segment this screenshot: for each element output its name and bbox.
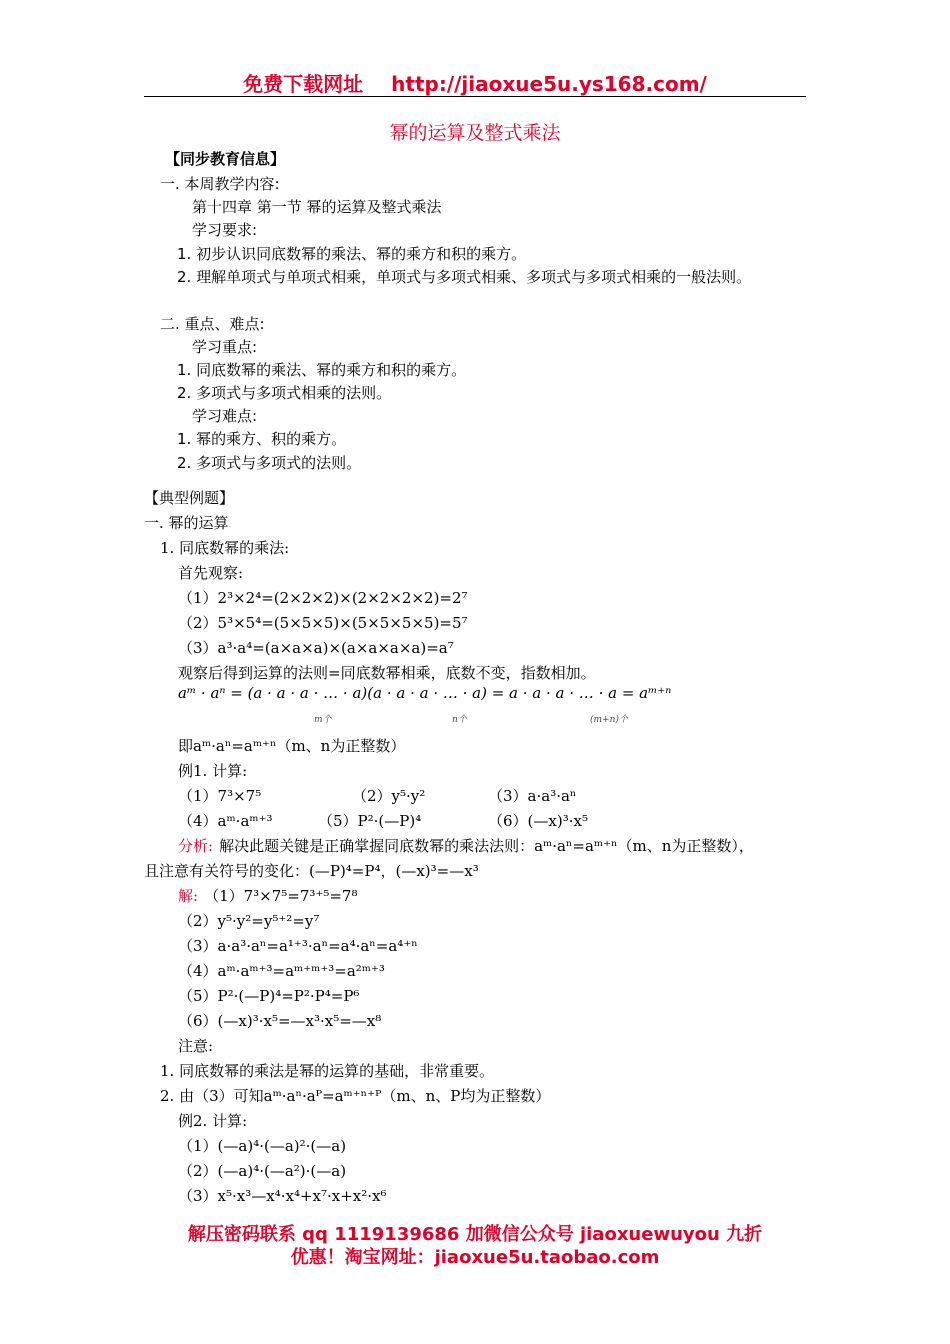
observe-line-1: （1）2³×2⁴=(2×2×2)×(2×2×2×2)=2⁷ [178, 589, 468, 607]
solution-line-1 [178, 885, 357, 906]
brace-label-n: n个 [452, 715, 467, 725]
example-1-item-4: （4）aᵐ·aᵐ⁺³ [178, 812, 273, 830]
chapter-line: 第十四章 第一节 幂的运算及整式乘法 [192, 198, 442, 216]
observe-label: 首先观察: [178, 564, 244, 582]
note-item-2: 2. 由（3）可知aᵐ·aⁿ·aᴾ=aᵐ⁺ⁿ⁺ᴾ（m、n、P均为正整数） [160, 1087, 551, 1105]
rule-statement: 观察后得到运算的法则=同底数幂相乘，底数不变，指数相加。 [178, 664, 596, 682]
sync-heading: 【同步教育信息】 [165, 150, 286, 168]
solution-item-1: （1）7³×7⁵=7³⁺⁵=7⁸ [204, 887, 358, 905]
example-1-title: 例1. 计算: [178, 762, 248, 780]
solution-item-2: （2）y⁵·y²=y⁵⁺²=y⁷ [178, 912, 320, 930]
diff-item-2: 2. 多项式与多项式的法则。 [177, 454, 362, 472]
diff-item-1: 1. 幂的乘方、积的乘方。 [177, 430, 347, 448]
solution-item-3: （3）a·a³·aⁿ=a¹⁺³·aⁿ=a⁴·aⁿ=a⁴⁺ⁿ [178, 937, 418, 955]
observe-line-2: （2）5³×5⁴=(5×5×5)×(5×5×5×5)=5⁷ [178, 614, 468, 632]
solution-label: 解: [178, 887, 199, 905]
example-1-item-5: （5）P²·(—P)⁴ [318, 812, 422, 830]
example-1-item-2: （2）y⁵·y² [352, 787, 426, 805]
analysis-label: 分析: [178, 837, 214, 855]
brace-label-mn: (m+n)个 [590, 715, 628, 725]
analysis-text: 解决此题关键是正确掌握同底数幂的乘法法则：aᵐ·aⁿ=aᵐ⁺ⁿ（m、n为正整数）， [219, 837, 754, 855]
header-label: 免费下载网址 [243, 72, 364, 96]
examples-heading: 【典型例题】 [144, 489, 235, 507]
note-title: 注意: [178, 1037, 214, 1055]
note-item-1: 1. 同底数幂的乘法是幂的运算的基础，非常重要。 [160, 1062, 495, 1080]
solution-item-4: （4）aᵐ·aᵐ⁺³=aᵐ⁺ᵐ⁺³=a²ᵐ⁺³ [178, 962, 385, 980]
footer-line-2[interactable]: 优惠！淘宝网址：jiaoxue5u.taobao.com [290, 1247, 660, 1268]
example-1-item-3: （3）a·a³·aⁿ [488, 787, 577, 805]
example-2-item-3: （3）x⁵·x³—x⁴·x⁴+x⁷·x+x²·x⁶ [178, 1187, 387, 1205]
brace-label-m: m个 [314, 715, 332, 725]
header-url-link[interactable]: http://jiaoxue5u.ys168.com/ [391, 72, 707, 96]
solution-item-6: （6）(—x)³·x⁵=—x³·x⁵=—x⁸ [178, 1012, 382, 1030]
footer-line-1: 解压密码联系 qq 1119139686 加微信公众号 jiaoxuewuyou 九折 [187, 1224, 763, 1245]
solution-item-5: （5）P²·(—P)⁴=P²·P⁴=P⁶ [178, 987, 360, 1005]
page-header [0, 68, 950, 97]
key-title: 学习重点: [192, 338, 258, 356]
part2-heading: 二. 重点、难点: [160, 315, 265, 333]
page-title: 幂的运算及整式乘法 [389, 122, 561, 144]
key-item-2: 2. 多项式与多项式相乘的法则。 [177, 384, 392, 402]
formula-line: aᵐ · aⁿ = (a · a · a · … · a)(a · a · a · … · a) = a · a · a · … · a = aᵐ⁺ⁿ [178, 684, 672, 702]
analysis-line [178, 835, 754, 856]
example-2-item-2: （2）(—a)⁴·(—a²)·(—a) [178, 1162, 347, 1180]
subsection-1-heading: 1. 同底数幂的乘法: [160, 539, 290, 557]
analysis-text-2: 且注意有关符号的变化：(—P)⁴=P⁴，(—x)³=—x³ [144, 862, 479, 880]
part1-heading: 一. 本周教学内容: [160, 175, 280, 193]
rule-short: 即aᵐ·aⁿ=aᵐ⁺ⁿ（m、n为正整数） [178, 737, 406, 755]
req-item-2: 2. 理解单项式与单项式相乘，单项式与多项式相乘、多项式与多项式相乘的一般法则。 [177, 268, 752, 286]
observe-line-3: （3）a³·a⁴=(a×a×a)×(a×a×a×a)=a⁷ [178, 639, 454, 657]
key-item-1: 1. 同底数幂的乘法、幂的乘方和积的乘方。 [177, 361, 467, 379]
req-title: 学习要求: [192, 221, 258, 239]
example-2-title: 例2. 计算: [178, 1112, 248, 1130]
example-2-item-1: （1）(—a)⁴·(—a)²·(—a) [178, 1137, 347, 1155]
header-rule [144, 96, 806, 97]
example-1-item-6: （6）(—x)³·x⁵ [488, 812, 588, 830]
req-item-1: 1. 初步认识同底数幂的乘法、幂的乘方和积的乘方。 [177, 245, 527, 263]
section-1-heading: 一. 幂的运算 [144, 514, 229, 532]
example-1-item-1: （1）7³×7⁵ [178, 787, 262, 805]
diff-title: 学习难点: [192, 407, 258, 425]
